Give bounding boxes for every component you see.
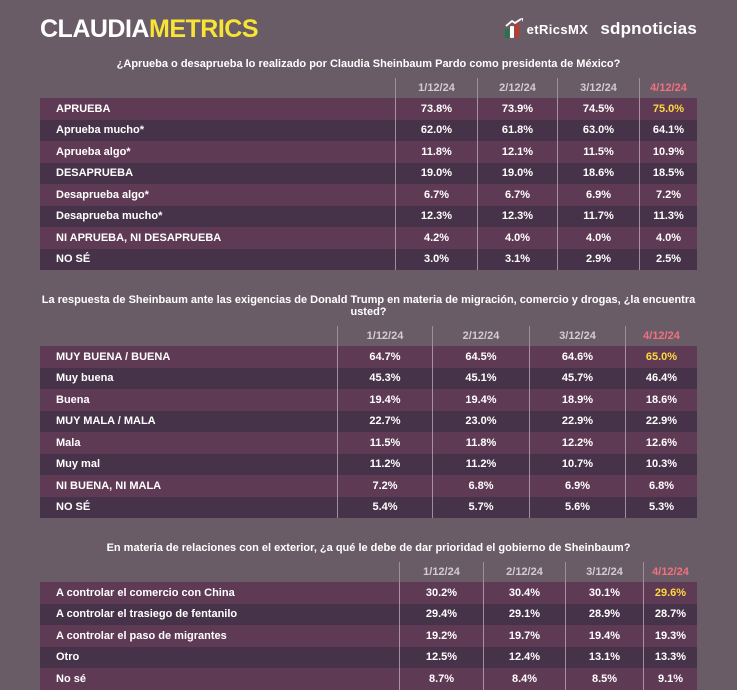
row-label: DESAPRUEBA (56, 167, 134, 180)
row-value: 11.5% (337, 432, 432, 454)
row-value: 10.9% (639, 141, 697, 163)
row-label: A controlar el trasiego de fentanilo (56, 608, 238, 621)
app-header (0, 0, 737, 50)
date-column-header: 3/12/24 (529, 326, 625, 346)
row-value: 12.5% (399, 647, 483, 669)
row-value: 19.2% (399, 625, 483, 647)
row-value: 4.0% (477, 227, 557, 249)
row-value: 2.5% (639, 249, 697, 271)
table-row (40, 432, 697, 454)
row-label: Desaprueba mucho* (56, 210, 163, 223)
row-value: 19.4% (337, 389, 432, 411)
row-value: 7.2% (639, 184, 697, 206)
row-value: 19.3% (643, 625, 697, 647)
row-value: 74.5% (557, 98, 639, 120)
date-column-header-current: 4/12/24 (643, 562, 697, 582)
row-label: Aprueba algo* (56, 145, 131, 158)
table-body (40, 346, 697, 518)
row-label: Desaprueba algo* (56, 188, 149, 201)
row-label: A controlar el comercio con China (56, 586, 235, 599)
row-value: 11.3% (639, 206, 697, 228)
row-value: 13.3% (643, 647, 697, 669)
date-column-header: 2/12/24 (483, 562, 565, 582)
table-row (40, 625, 697, 647)
brand-claudia: CLAUDIA (40, 14, 149, 43)
row-value: 6.9% (529, 475, 625, 497)
row-value: 64.7% (337, 346, 432, 368)
row-value-highlighted: 65.0% (625, 346, 697, 368)
table-row (40, 668, 697, 690)
row-value-highlighted: 75.0% (639, 98, 697, 120)
row-value: 12.4% (483, 647, 565, 669)
table-row (40, 206, 697, 228)
row-label: MUY BUENA / BUENA (56, 350, 171, 363)
partner-logos (505, 19, 697, 39)
row-value: 18.6% (557, 163, 639, 185)
poll-results (0, 58, 737, 690)
row-value: 6.8% (625, 475, 697, 497)
row-label: Otro (56, 651, 80, 664)
table-row (40, 647, 697, 669)
row-value: 11.5% (557, 141, 639, 163)
row-value: 19.4% (432, 389, 529, 411)
table-row (40, 184, 697, 206)
date-header-row (40, 326, 697, 346)
table-row (40, 346, 697, 368)
row-value: 23.0% (432, 411, 529, 433)
row-value: 12.2% (529, 432, 625, 454)
date-column-header: 1/12/24 (399, 562, 483, 582)
row-value: 18.9% (529, 389, 625, 411)
date-column-header: 3/12/24 (557, 78, 639, 98)
row-label: MUY MALA / MALA (56, 415, 156, 428)
row-value: 19.4% (565, 625, 643, 647)
row-value: 73.9% (477, 98, 557, 120)
row-value: 12.1% (477, 141, 557, 163)
row-value: 11.8% (432, 432, 529, 454)
row-value: 3.1% (477, 249, 557, 271)
table-row (40, 389, 697, 411)
row-value: 19.0% (395, 163, 477, 185)
label-column-spacer (40, 562, 399, 582)
row-value: 9.1% (643, 668, 697, 690)
row-value: 8.5% (565, 668, 643, 690)
row-label: APRUEBA (56, 102, 111, 115)
label-column-spacer (40, 326, 337, 346)
metricsmx-wordmark: etRicsMX (526, 21, 589, 37)
row-value: 64.5% (432, 346, 529, 368)
table-row (40, 163, 697, 185)
row-value: 6.8% (432, 475, 529, 497)
row-value: 30.4% (483, 582, 565, 604)
date-column-header: 1/12/24 (395, 78, 477, 98)
row-value: 6.7% (395, 184, 477, 206)
row-value: 30.2% (399, 582, 483, 604)
row-value: 12.3% (395, 206, 477, 228)
date-column-header-current: 4/12/24 (625, 326, 697, 346)
table-row (40, 497, 697, 519)
row-value: 7.2% (337, 475, 432, 497)
row-value: 5.6% (529, 497, 625, 519)
row-value: 46.4% (625, 368, 697, 390)
metricsmx-logo (505, 21, 589, 38)
section-title: ¿Aprueba o desaprueba lo realizado por Claudia Sheinbaum Pardo como presidenta de México? (116, 58, 621, 70)
row-value: 6.7% (477, 184, 557, 206)
table-row (40, 368, 697, 390)
date-header-row (40, 78, 697, 98)
table-body (40, 582, 697, 690)
row-value: 6.9% (557, 184, 639, 206)
row-label: Buena (56, 393, 90, 406)
section-title: En materia de relaciones con el exterior, ¿a qué le debe de dar prioridad el gobierno de Sheinbaum? (106, 542, 631, 554)
table-row (40, 120, 697, 142)
date-column-header: 2/12/24 (432, 326, 529, 346)
row-value: 4.0% (557, 227, 639, 249)
row-value: 22.7% (337, 411, 432, 433)
row-label: Mala (56, 436, 81, 449)
row-label: Muy mal (56, 458, 101, 471)
row-value: 63.0% (557, 120, 639, 142)
claudiametrics-logo (40, 14, 258, 43)
row-value: 64.1% (639, 120, 697, 142)
row-value: 11.2% (337, 454, 432, 476)
section-title: La respuesta de Sheinbaum ante las exigencias de Donald Trump en materia de migración, comercio y drogas, ¿la encuentra usted? (41, 294, 696, 318)
row-value: 22.9% (625, 411, 697, 433)
brand-metrics: METRICS (149, 14, 258, 43)
row-value: 73.8% (395, 98, 477, 120)
row-value: 11.8% (395, 141, 477, 163)
row-value: 45.1% (432, 368, 529, 390)
row-value: 2.9% (557, 249, 639, 271)
row-value: 11.2% (432, 454, 529, 476)
row-value: 11.7% (557, 206, 639, 228)
row-value: 12.6% (625, 432, 697, 454)
date-column-header: 1/12/24 (337, 326, 432, 346)
row-value: 5.3% (625, 497, 697, 519)
date-column-header: 2/12/24 (477, 78, 557, 98)
row-label: NI BUENA, NI MALA (56, 479, 162, 492)
trump-response-section (40, 294, 697, 518)
row-label: NO SÉ (56, 253, 91, 266)
row-value: 61.8% (477, 120, 557, 142)
table-body (40, 98, 697, 270)
approval-section (40, 58, 697, 270)
row-label: No sé (56, 672, 86, 685)
table-row (40, 411, 697, 433)
row-label: NO SÉ (56, 501, 91, 514)
row-value: 30.1% (565, 582, 643, 604)
row-value: 28.9% (565, 604, 643, 626)
date-column-header-current: 4/12/24 (639, 78, 697, 98)
row-value: 29.4% (399, 604, 483, 626)
table-row (40, 227, 697, 249)
row-value: 22.9% (529, 411, 625, 433)
row-value: 18.5% (639, 163, 697, 185)
row-label: Aprueba mucho* (56, 124, 145, 137)
date-column-header: 3/12/24 (565, 562, 643, 582)
row-value: 18.6% (625, 389, 697, 411)
table-row (40, 582, 697, 604)
row-value: 62.0% (395, 120, 477, 142)
row-value: 3.0% (395, 249, 477, 271)
table-row (40, 98, 697, 120)
label-column-spacer (40, 78, 395, 98)
row-label: A controlar el paso de migrantes (56, 629, 227, 642)
row-value: 19.0% (477, 163, 557, 185)
table-row (40, 454, 697, 476)
bar-chart-arrow-icon (505, 21, 523, 38)
row-value: 13.1% (565, 647, 643, 669)
date-header-row (40, 562, 697, 582)
table-row (40, 141, 697, 163)
table-row (40, 475, 697, 497)
row-label: NI APRUEBA, NI DESAPRUEBA (56, 231, 222, 244)
table-row (40, 604, 697, 626)
row-value: 12.3% (477, 206, 557, 228)
row-value: 29.1% (483, 604, 565, 626)
foreign-priority-section (40, 542, 697, 690)
row-value: 8.7% (399, 668, 483, 690)
row-value-highlighted: 29.6% (643, 582, 697, 604)
table-row (40, 249, 697, 271)
row-value: 45.7% (529, 368, 625, 390)
row-value: 4.0% (639, 227, 697, 249)
row-value: 10.3% (625, 454, 697, 476)
row-value: 5.7% (432, 497, 529, 519)
row-value: 28.7% (643, 604, 697, 626)
sdpnoticias-wordmark: sdpnoticias (600, 19, 697, 38)
row-value: 10.7% (529, 454, 625, 476)
row-label: Muy buena (56, 372, 114, 385)
row-value: 64.6% (529, 346, 625, 368)
row-value: 45.3% (337, 368, 432, 390)
row-value: 4.2% (395, 227, 477, 249)
row-value: 8.4% (483, 668, 565, 690)
row-value: 19.7% (483, 625, 565, 647)
row-value: 5.4% (337, 497, 432, 519)
